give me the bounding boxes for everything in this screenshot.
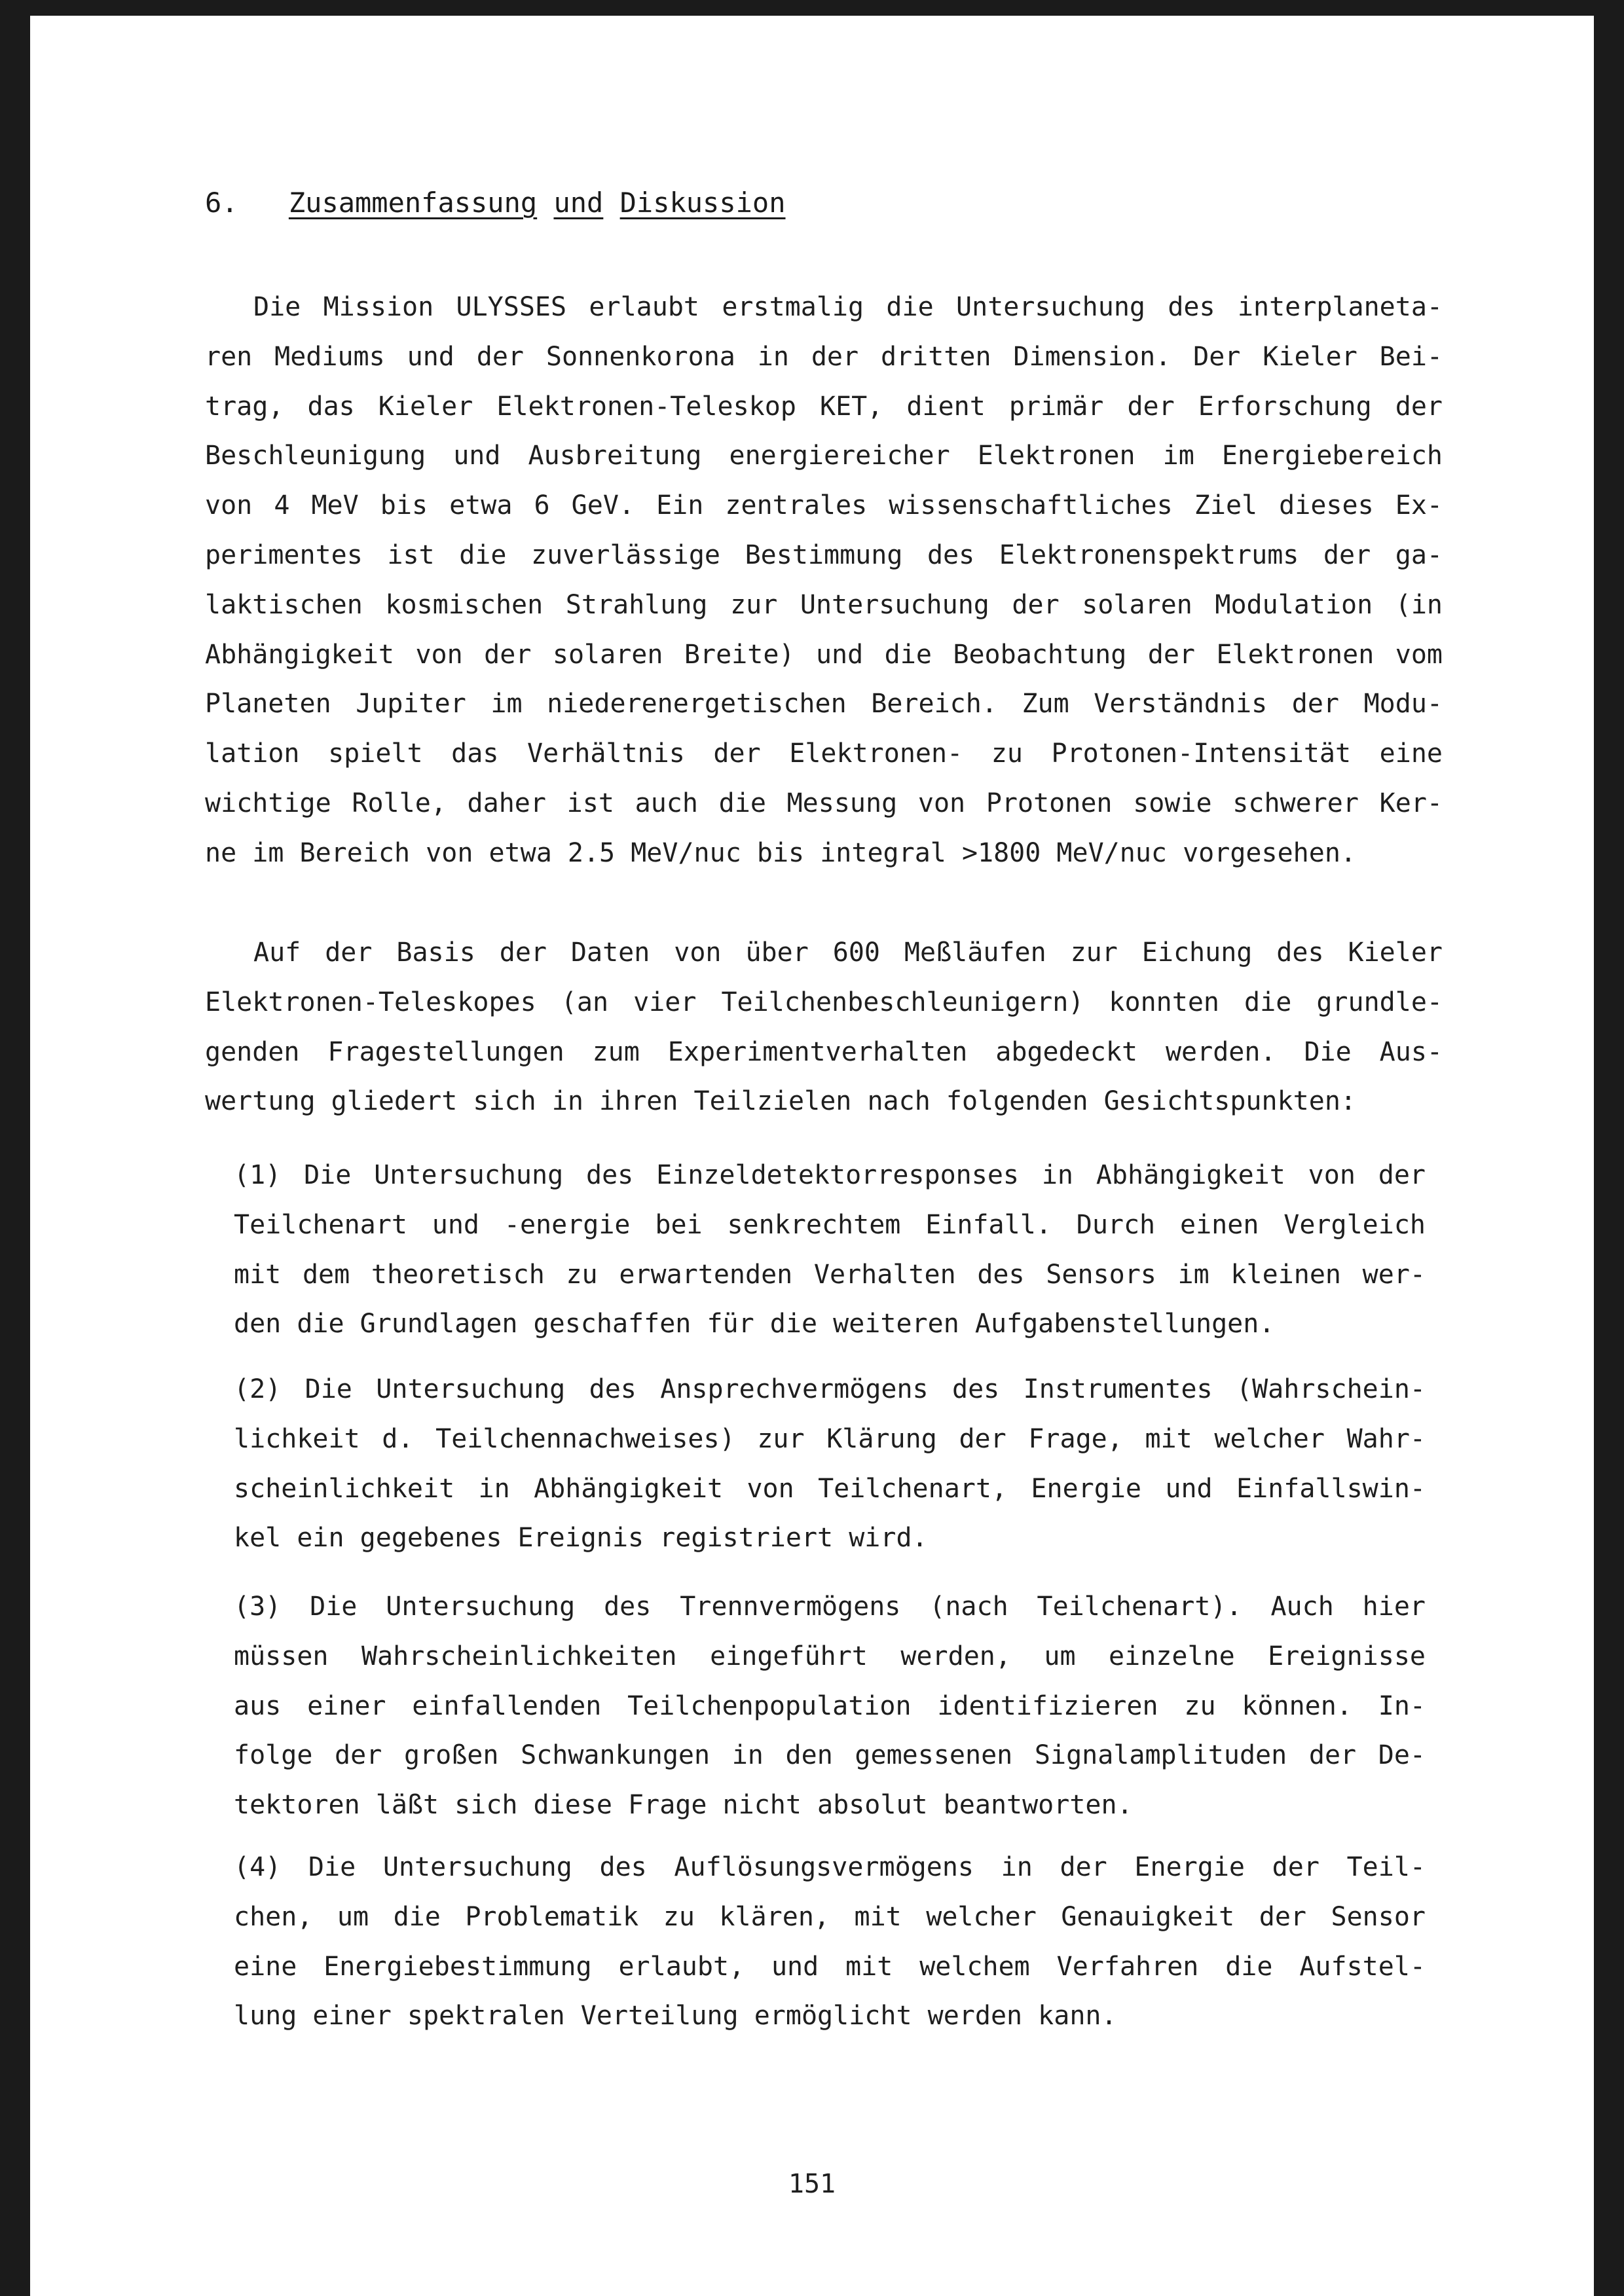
section-title-word-1: Zusammenfassung [288, 187, 538, 219]
text-line: Beschleunigung und Ausbreitung energiereicher Elektronen im Energiebereich [205, 441, 1443, 471]
list-item-3 [234, 1582, 1426, 1831]
text-line: trag, das Kieler Elektronen-Teleskop KET, dient primär der Erforschung der [205, 391, 1443, 422]
text-line: (4) Die Untersuchung des Auflösungsvermögens in der Energie der Teil- [234, 1852, 1426, 1882]
text-line: wertung gliedert sich in ihren Teilzielen nach folgenden Gesichtspunkten: [205, 1086, 1356, 1117]
list-item-2 [234, 1365, 1426, 1563]
text-line: (3) Die Untersuchung des Trennvermögens (nach Teilchenart). Auch hier [234, 1592, 1426, 1622]
text-line: folge der großen Schwankungen in den gemessenen Signalamplituden der De- [234, 1740, 1426, 1771]
text-line: aus einer einfallenden Teilchenpopulation identifizieren zu können. In- [234, 1690, 1426, 1721]
section-title-word-2: und [553, 187, 604, 219]
paragraph-basis [205, 928, 1443, 1127]
text-line: Teilchenart und -energie bei senkrechtem Einfall. Durch einen Vergleich [234, 1209, 1426, 1240]
text-line: lichkeit d. Teilchennachweises) zur Klärung der Frage, mit welcher Wahr- [234, 1423, 1426, 1454]
text-line: scheinlichkeit in Abhängigkeit von Teilchenart, Energie und Einfallswin- [234, 1473, 1426, 1504]
text-line: lation spielt das Verhältnis der Elektronen- zu Protonen-Intensität eine [205, 738, 1443, 769]
text-line: tektoren läßt sich diese Frage nicht absolut beantworten. [234, 1790, 1133, 1821]
text-line: eine Energiebestimmung erlaubt, und mit welchem Verfahren die Aufstel- [234, 1951, 1426, 1982]
text-line: Elektronen-Teleskopes (an vier Teilchenbeschleunigern) konnten die grundle- [205, 987, 1443, 1017]
text-line: mit dem theoretisch zu erwartenden Verhalten des Sensors im kleinen wer- [234, 1259, 1426, 1290]
section-title-word-3: Diskussion [619, 187, 786, 219]
text-line: ren Mediums und der Sonnenkorona in der dritten Dimension. Der Kieler Bei- [205, 341, 1443, 372]
list-item-4 [234, 1843, 1426, 2041]
text-line: müssen Wahrscheinlichkeiten eingeführt werden, um einzelne Ereignisse [234, 1641, 1426, 1671]
text-line: wichtige Rolle, daher ist auch die Messung von Protonen sowie schwerer Ker- [205, 788, 1443, 818]
text-line: laktischen kosmischen Strahlung zur Untersuchung der solaren Modulation (in [205, 589, 1443, 620]
text-line: Planeten Jupiter im niederenergetischen Bereich. Zum Verständnis der Modu- [205, 689, 1443, 720]
text-line: genden Fragestellungen zum Experimentverhalten abgedeckt werden. Die Aus- [205, 1036, 1443, 1067]
text-line: (1) Die Untersuchung des Einzeldetektorresponses in Abhängigkeit von der [234, 1160, 1426, 1190]
text-line: Auf der Basis der Daten von über 600 Meßläufen zur Eichung des Kieler [253, 938, 1443, 968]
text-line: den die Grundlagen geschaffen für die weiteren Aufgabenstellungen. [234, 1309, 1275, 1339]
text-line: (2) Die Untersuchung des Ansprechvermögens des Instrumentes (Wahrschein- [234, 1374, 1426, 1404]
text-line: Die Mission ULYSSES erlaubt erstmalig die Untersuchung des interplaneta- [253, 292, 1443, 322]
paragraph-intro [205, 283, 1443, 879]
section-heading [205, 185, 786, 221]
text-line: von 4 MeV bis etwa 6 GeV. Ein zentrales wissenschaftliches Ziel dieses Ex- [205, 490, 1443, 521]
text-line: kel ein gegebenes Ereignis registriert wird. [234, 1523, 928, 1554]
list-item-1 [234, 1151, 1426, 1349]
text-line: Abhängigkeit von der solaren Breite) und die Beobachtung der Elektronen vom [205, 639, 1443, 670]
text-line: chen, um die Problematik zu klären, mit welcher Genauigkeit der Sensor [234, 1901, 1426, 1932]
page-number: 151 [788, 2169, 836, 2199]
text-line: lung einer spektralen Verteilung ermöglicht werden kann. [234, 2001, 1117, 2032]
text-line: ne im Bereich von etwa 2.5 MeV/nuc bis integral >1800 MeV/nuc vorgesehen. [205, 837, 1356, 868]
section-number: 6. [205, 187, 238, 219]
text-line: perimentes ist die zuverlässige Bestimmung des Elektronenspektrums der ga- [205, 539, 1443, 570]
